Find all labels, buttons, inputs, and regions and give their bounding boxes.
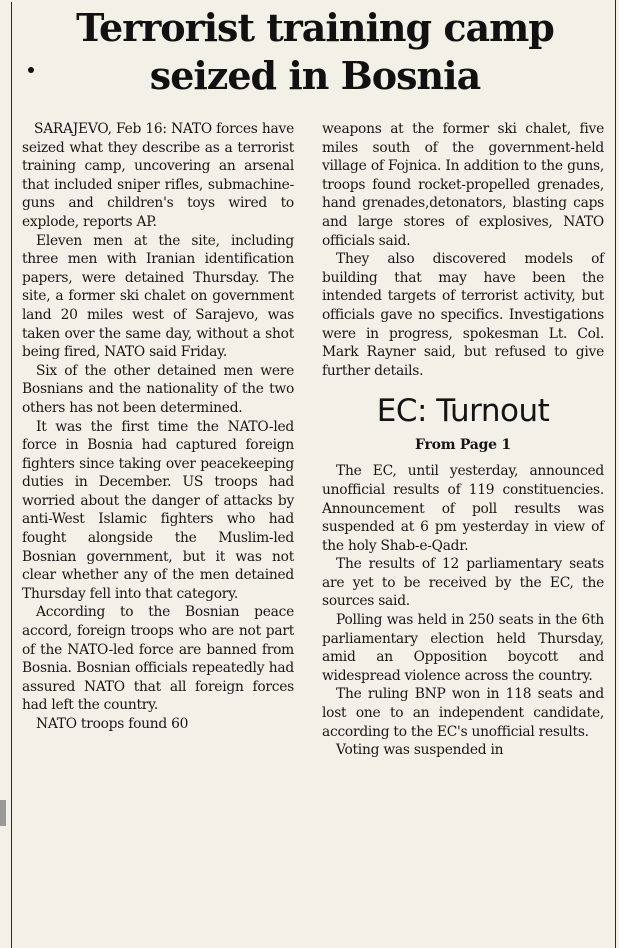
article-paragraph: It was the first time the NATO-led force in Bosnia had captured foreign fighters since taking over peacekeeping duties in December. US troops had worried about the danger of attacks by anti-West Islamic fighters who had fought alongside the Muslim-led Bosnian government, but it was not clear whether any of the men detained Thursday fell into that category. [22, 418, 294, 602]
ec-paragraph: The results of 12 parliamentary seats are yet to be received by the EC, the sources said. [322, 556, 604, 610]
article-headline [14, 4, 616, 100]
ec-paragraph: Voting was suspended in [336, 742, 504, 759]
bullet-dot [28, 67, 34, 73]
article-column-right [322, 120, 604, 948]
ec-paragraph: Polling was held in 250 seats in the 6th parliamentary election held Thursday, amid an Opposition boycott and widespread violence across the country. [322, 612, 604, 684]
article-paragraph: SARAJEVO, Feb 16: NATO forces have seized what they describe as a terrorist training camp, uncovering an arsenal that included sniper rifles, submachine-guns and children's toys wired to explode, reports AP. [22, 121, 294, 230]
ec-paragraph: The ruling BNP won in 118 seats and lost one to an independent candidate, according to the EC's unofficial results. [322, 686, 604, 740]
column-rule-left [11, 2, 12, 948]
article-paragraph: Eleven men at the site, including three men with Iranian identification papers, were detained Thursday. The site, a former ski chalet on government land 20 miles west of Sarajevo, was taken over the same day, without a shot being fired, NATO said Friday. [22, 232, 294, 361]
article-column-left [22, 120, 294, 948]
article-paragraph: They also discovered models of building that may have been the intended targets of terrorist activity, but officials gave no specifics. Investigations were in progress, spokesman Lt. Col. Mark Rayner said, but refused to give further details. [322, 251, 604, 379]
jump-line: From Page 1 [415, 437, 511, 454]
headline-line-2: seized in Bosnia [149, 53, 481, 98]
scan-edge-mark [0, 800, 6, 826]
article-paragraph: NATO troops found 60 [36, 716, 189, 732]
column-rule-right [615, 0, 616, 948]
article-continued-paragraph: weapons at the former ski chalet, five miles south of the government-held village of Fojnica. In addition to the guns, troops found rocket-propelled grenades, hand grenades,detonators, blasting caps and large stores of explosives, NATO officials said. [322, 121, 604, 249]
ec-paragraph: The EC, until yesterday, announced unofficial results of 119 constituencies. Announcement of poll results was suspended at 6 pm yesterday in view of the holy Shab-e-Qadr. [322, 463, 604, 554]
article-paragraph: Six of the other detained men were Bosnians and the nationality of the two others has not been determined. [22, 362, 294, 416]
article-paragraph: According to the Bosnian peace accord, foreign troops who are not part of the NATO-led force are banned from Bosnia. Bosnian officials repeatedly had assured NATO that all foreign forces had left the country. [22, 604, 294, 714]
ec-turnout-headline: EC: Turnout [376, 393, 550, 430]
headline-line-1: Terrorist training camp [76, 5, 554, 50]
